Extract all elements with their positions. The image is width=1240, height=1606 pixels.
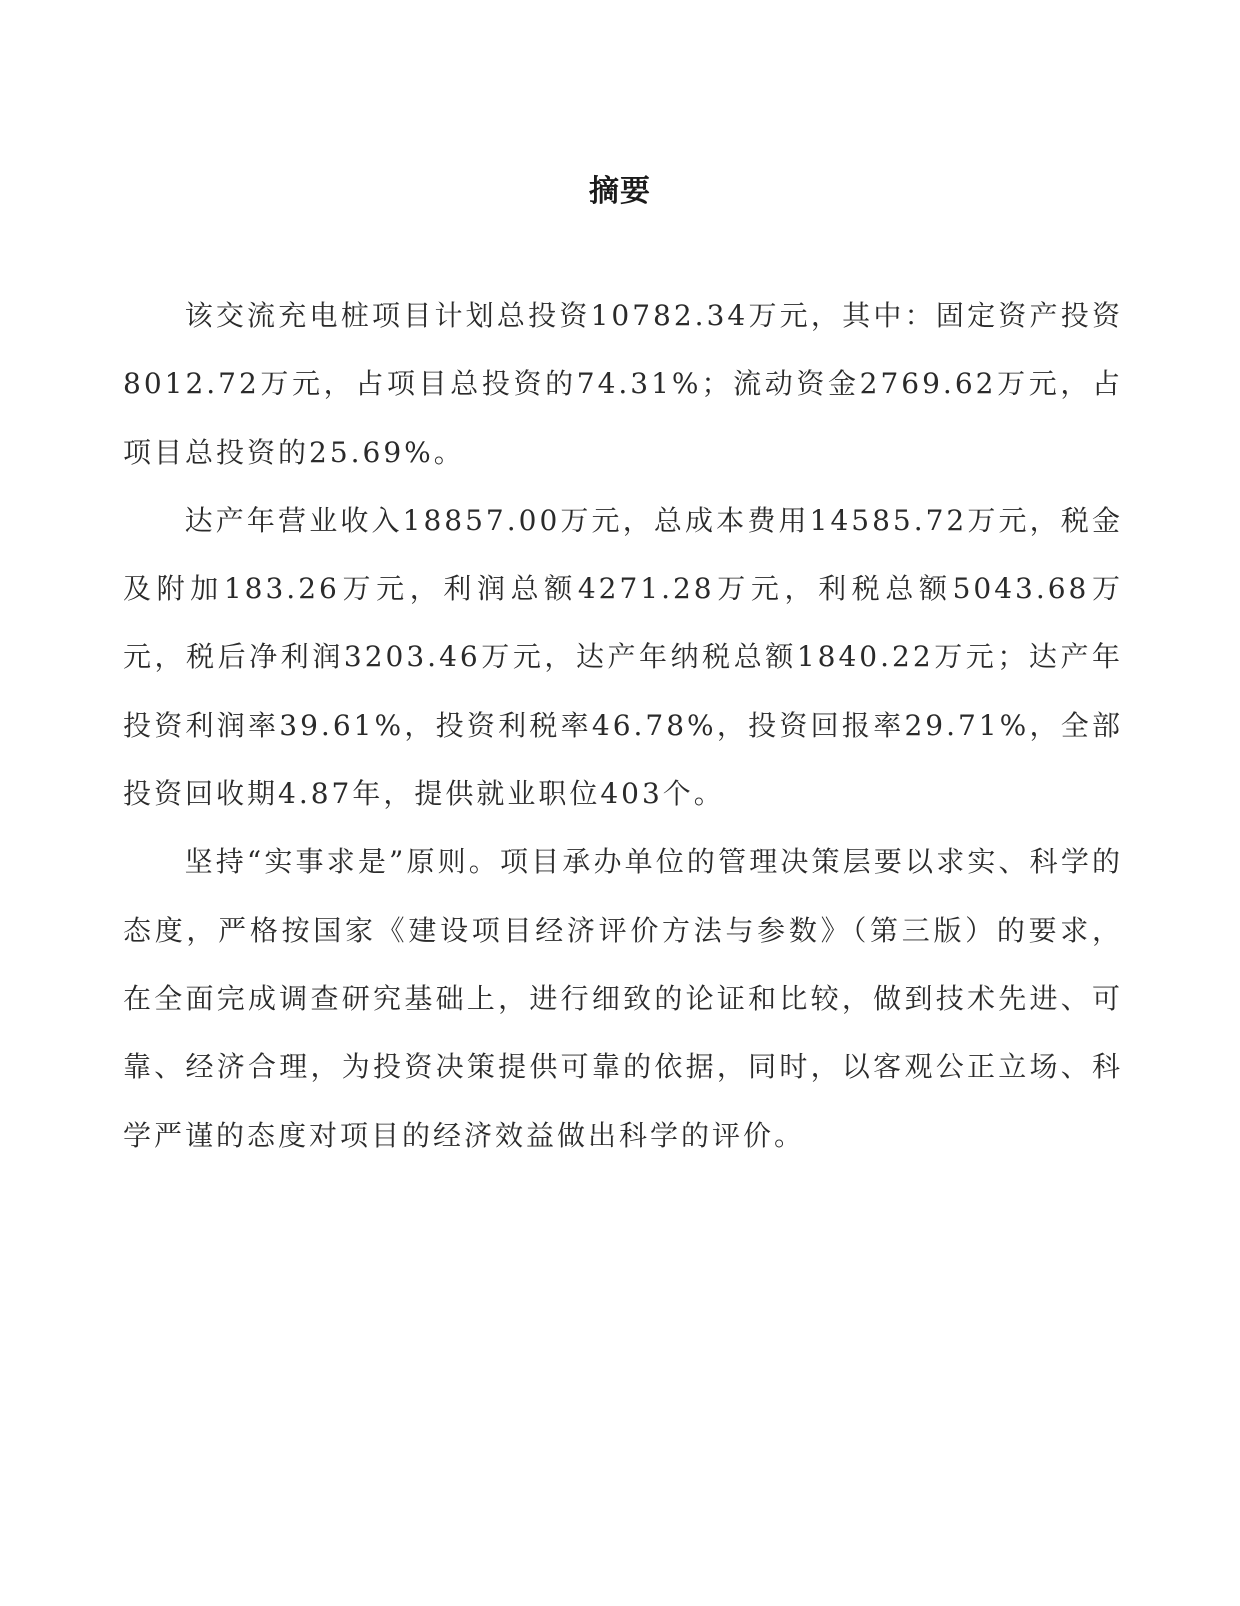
paragraph-financials: 达产年营业收入18857.00万元，总成本费用14585.72万元，税金及附加183.26万元，利润总额4271.28万元，利税总额5043.68万元，税后净利润3203.46万元，达产年纳税总额1840.22万元；达产年投资利润率39.61%，投资利税率46.78%，投资回报率29.71%，全部投资回收期4.87年，提供就业职位403个。 (123, 503, 1123, 811)
document-body (123, 282, 1123, 1170)
paragraph-investment: 该交流充电桩项目计划总投资10782.34万元，其中：固定资产投资8012.72万元，占项目总投资的74.31%；流动资金2769.62万元，占项目总投资的25.69%。 (123, 299, 1123, 469)
page-title: 摘要 (589, 174, 651, 209)
paragraph-principle: 坚持“实事求是”原则。项目承办单位的管理决策层要以求实、科学的态度，严格按国家《建设项目经济评价方法与参数》（第三版）的要求，在全面完成调查研究基础上，进行细致的论证和比较，做到技术先进、可靠、经济合理，为投资决策提供可靠的依据，同时，以客观公正立场、科学严谨的态度对项目的经济效益做出科学的评价。 (123, 845, 1123, 1152)
